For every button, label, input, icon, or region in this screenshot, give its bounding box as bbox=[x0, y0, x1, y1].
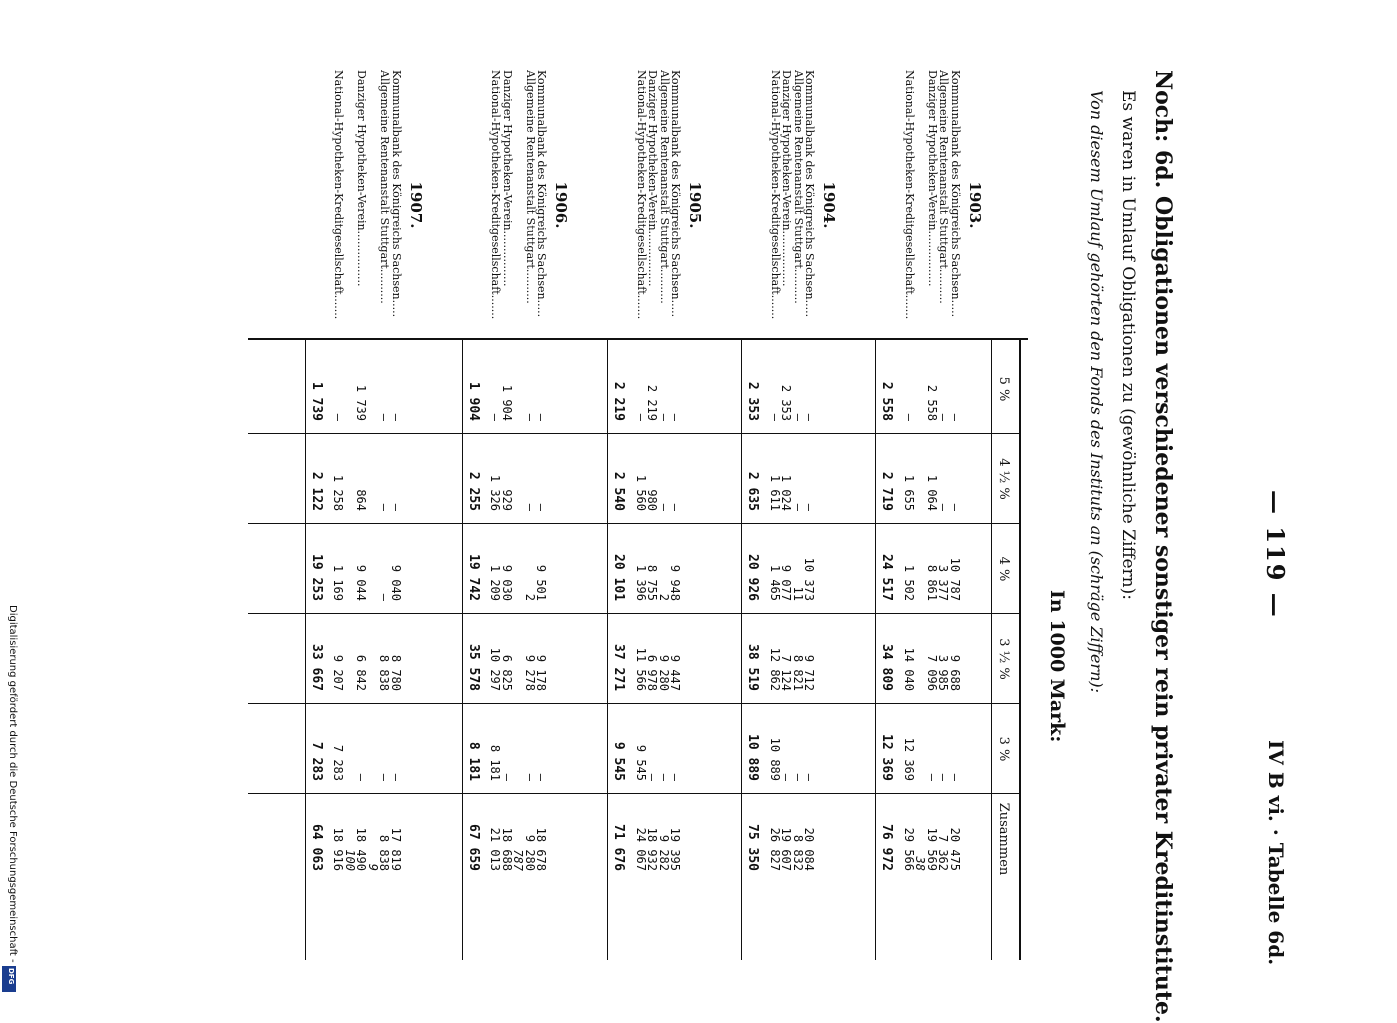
table-cell: 9 545 bbox=[634, 744, 648, 781]
institute-label: National-Hypotheken-Kreditgesellschaft....... bbox=[635, 70, 648, 320]
table-cell: 7 283 bbox=[331, 744, 346, 781]
table-cell: — bbox=[936, 503, 951, 511]
table-cell: 9 447 bbox=[668, 654, 683, 691]
institute-label: Danziger Hypotheken-Verein................ bbox=[501, 70, 514, 287]
sum-cell: 33 667 bbox=[309, 644, 324, 691]
institute-label: Kommunalbank des Königreichs Sachsen..... bbox=[390, 70, 403, 318]
sum-cell: 1 739 bbox=[309, 381, 324, 421]
table-cell: 19 607 bbox=[779, 827, 794, 871]
table-cell: 3 985 bbox=[936, 654, 951, 691]
table-cell: — bbox=[331, 413, 346, 421]
table-cell: — bbox=[657, 773, 671, 781]
table-cell: — bbox=[389, 503, 403, 511]
year-heading: 1907. bbox=[407, 181, 425, 229]
table-cell: — bbox=[779, 773, 794, 781]
table-cell: — bbox=[500, 773, 514, 781]
table-cell: 1 904 bbox=[500, 384, 514, 421]
table-cell: — bbox=[902, 413, 916, 421]
table-cell: 8 755 bbox=[645, 564, 660, 601]
table-cell: 9 688 bbox=[948, 654, 962, 691]
table-cell: 9 077 bbox=[779, 564, 794, 601]
table-cell: 1 502 bbox=[902, 564, 916, 601]
institute-label: National-Hypotheken-Kreditgesellschaft....... bbox=[489, 70, 503, 320]
table-cell: 2 558 bbox=[925, 384, 939, 421]
institute-label: Kommunalbank des Königreichs Sachsen..... bbox=[949, 70, 962, 318]
table-cell: 8 780 bbox=[389, 654, 403, 691]
column-rule bbox=[248, 433, 1020, 434]
table-cell: 9 278 bbox=[523, 654, 537, 691]
unit-label: In 1000 Mark: bbox=[1046, 590, 1068, 743]
sum-cell: 10 889 bbox=[745, 734, 761, 781]
sum-cell: 76 972 bbox=[879, 824, 895, 871]
year-heading: 1906. bbox=[552, 181, 571, 229]
column-header: 3 % bbox=[996, 736, 1011, 762]
year-heading: 1904. bbox=[820, 181, 839, 229]
table-cell: 1 396 bbox=[634, 564, 648, 601]
table-cell: — bbox=[802, 773, 817, 781]
table-cell: 8 181 bbox=[488, 744, 503, 781]
table-cell: 18 916 bbox=[331, 827, 346, 871]
table-cell: — bbox=[377, 773, 392, 781]
table-cell: 6 825 bbox=[500, 654, 514, 691]
table-cell: — bbox=[768, 413, 782, 421]
table-cell: — bbox=[948, 413, 962, 421]
table-cell: 9 282 bbox=[657, 834, 671, 871]
table-cell: 9 712 bbox=[802, 654, 817, 691]
fund-holding-value: 100 bbox=[343, 849, 357, 871]
year-separator bbox=[305, 340, 306, 960]
sum-cell: 20 926 bbox=[745, 554, 761, 601]
footer-credit bbox=[0, 605, 22, 1000]
sum-cell: 2 540 bbox=[611, 471, 627, 511]
dfg-logo: DFG bbox=[2, 966, 16, 992]
table-cell: — bbox=[389, 413, 403, 421]
table-cell: 18 678 bbox=[534, 827, 549, 871]
institute-label: Allgemeine Rentenanstalt Stuttgart.......... bbox=[524, 70, 537, 304]
table-cell: 8 832 bbox=[791, 834, 805, 871]
institute-label: Kommunalbank des Königreichs Sachsen..... bbox=[803, 70, 817, 318]
table-cell: 9 280 bbox=[657, 654, 671, 691]
table-cell: — bbox=[488, 413, 503, 421]
table-cell: 2 bbox=[657, 593, 671, 601]
table-cell: 1 258 bbox=[331, 474, 346, 511]
table-cell: — bbox=[657, 503, 671, 511]
sum-cell: 38 519 bbox=[745, 644, 761, 691]
table-cell: 11 bbox=[791, 586, 805, 601]
table-cell: — bbox=[389, 773, 403, 781]
table-cell: 1 326 bbox=[488, 474, 503, 511]
sum-cell: 35 578 bbox=[466, 644, 481, 691]
table-cell: — bbox=[523, 773, 537, 781]
column-header: 5 % bbox=[996, 376, 1011, 402]
sum-cell: 12 369 bbox=[879, 734, 895, 781]
sum-cell: 9 545 bbox=[611, 741, 627, 781]
table-cell: 1 209 bbox=[488, 564, 503, 601]
table-cell: 19 569 bbox=[925, 827, 939, 871]
column-rule bbox=[248, 613, 1020, 614]
table-cell: 10 889 bbox=[768, 737, 782, 781]
sum-cell: 2 635 bbox=[745, 471, 761, 511]
table-cell: — bbox=[668, 503, 683, 511]
table-cell: 1 169 bbox=[331, 564, 346, 601]
table-cell: — bbox=[634, 413, 648, 421]
table-cell: 14 040 bbox=[902, 647, 916, 691]
table-cell: 12 862 bbox=[768, 647, 782, 691]
column-header: Zusammen bbox=[996, 802, 1011, 876]
table-cell: — bbox=[354, 773, 369, 781]
table-cell: 9 178 bbox=[534, 654, 549, 691]
institute-label: National-Hypotheken-Kreditgesellschaft....... bbox=[332, 70, 346, 320]
year-separator bbox=[462, 340, 463, 960]
year-separator bbox=[742, 340, 743, 960]
column-rule bbox=[248, 703, 1020, 704]
table-cell: — bbox=[645, 773, 660, 781]
table-cell: 3 377 bbox=[936, 564, 951, 601]
fund-holding-value: 787 bbox=[511, 849, 526, 871]
table-cell: 1 739 bbox=[354, 384, 369, 421]
column-header: 3 ½ % bbox=[996, 638, 1011, 680]
institute-label: Danziger Hypotheken-Verein................ bbox=[646, 70, 660, 287]
institute-label: National-Hypotheken-Kreditgesellschaft....... bbox=[769, 70, 782, 320]
table-cell: 8 861 bbox=[925, 564, 939, 601]
institute-label: Allgemeine Rentenanstalt Stuttgart.......... bbox=[658, 70, 671, 304]
column-header: 4 % bbox=[996, 556, 1011, 582]
table-cell: — bbox=[791, 413, 805, 421]
table-cell: 18 490 bbox=[354, 827, 369, 871]
table-cell: 2 219 bbox=[645, 384, 660, 421]
table-cell: 6 842 bbox=[354, 654, 369, 691]
sum-cell: 75 350 bbox=[745, 824, 761, 871]
column-header: 4 ½ % bbox=[996, 458, 1011, 500]
table-title: Noch: 6d. Obligationen verschiedener sonstiger rein privater Kreditinstitute. bbox=[1150, 70, 1176, 1023]
institute-label: Danziger Hypotheken-Verein................ bbox=[926, 70, 939, 287]
table-cell: 20 475 bbox=[948, 827, 962, 871]
sum-cell: 8 181 bbox=[466, 741, 481, 781]
table-cell: 8 838 bbox=[377, 654, 392, 691]
table-cell: 29 566 bbox=[902, 827, 916, 871]
year-heading: 1905. bbox=[686, 181, 705, 229]
sum-cell: 34 809 bbox=[879, 644, 895, 691]
table-cell: 11 566 bbox=[634, 647, 648, 691]
table-cell: — bbox=[925, 773, 939, 781]
table-cell: 18 688 bbox=[500, 827, 514, 871]
sum-cell: 2 353 bbox=[745, 381, 761, 421]
sum-cell: 19 253 bbox=[309, 554, 324, 601]
year-separator bbox=[876, 340, 877, 960]
table-cell: 10 297 bbox=[488, 647, 503, 691]
institute-label: National-Hypotheken-Kreditgesellschaft....... bbox=[903, 70, 916, 320]
table-cell: 9 030 bbox=[500, 564, 514, 601]
table-cell: 1 611 bbox=[768, 474, 782, 511]
table-cell: — bbox=[534, 503, 549, 511]
subtitle-circulation: Es waren in Umlauf Obligationen zu (gewöhnliche Ziffern): bbox=[1118, 90, 1138, 600]
table-cell: 21 013 bbox=[488, 827, 503, 871]
sum-cell: 19 742 bbox=[466, 554, 481, 601]
sum-cell: 2 219 bbox=[611, 381, 627, 421]
institute-label: Danziger Hypotheken-Verein................ bbox=[355, 70, 369, 287]
table-cell: — bbox=[377, 413, 392, 421]
institute-label: Allgemeine Rentenanstalt Stuttgart.......... bbox=[378, 70, 392, 304]
institute-label: Kommunalbank des Königreichs Sachsen..... bbox=[535, 70, 549, 318]
page-number: — 119 — bbox=[1261, 490, 1290, 619]
table-cell: — bbox=[802, 413, 817, 421]
table-cell: — bbox=[534, 773, 549, 781]
table-cell: 980 bbox=[645, 489, 660, 511]
table-cell: 6 978 bbox=[645, 654, 660, 691]
table-cell: — bbox=[936, 773, 951, 781]
table-cell: 929 bbox=[500, 489, 514, 511]
sum-cell: 67 659 bbox=[466, 824, 481, 871]
table-cell: 10 787 bbox=[948, 557, 962, 601]
sum-cell: 71 676 bbox=[611, 824, 627, 871]
institute-label: Danziger Hypotheken-Verein................ bbox=[780, 70, 794, 287]
table-cell: 2 bbox=[523, 593, 537, 601]
sum-cell: 37 271 bbox=[611, 644, 627, 691]
table-cell: 2 353 bbox=[779, 384, 794, 421]
table-cell: — bbox=[523, 413, 537, 421]
column-rule bbox=[248, 793, 1020, 794]
table-cell: 17 819 bbox=[389, 827, 403, 871]
year-heading: 1903. bbox=[966, 181, 984, 229]
table-cell: 7 096 bbox=[925, 654, 939, 691]
table-cell: — bbox=[668, 413, 683, 421]
table-cell: 1 064 bbox=[925, 474, 939, 511]
table-cell: — bbox=[523, 503, 537, 511]
table-cell: 9 044 bbox=[354, 564, 369, 601]
table-cell: — bbox=[657, 413, 671, 421]
table-cell: 12 369 bbox=[902, 737, 916, 781]
table-cell: 7 124 bbox=[779, 654, 794, 691]
sum-cell: 24 517 bbox=[879, 554, 895, 601]
table-cell: 1 560 bbox=[634, 474, 648, 511]
table-cell: 9 501 bbox=[534, 564, 549, 601]
table-cell: 1 655 bbox=[902, 474, 916, 511]
institute-label: Kommunalbank des Königreichs Sachsen..... bbox=[669, 70, 683, 318]
table-cell: — bbox=[802, 503, 817, 511]
table-cell: — bbox=[377, 593, 392, 601]
table-cell: 9 040 bbox=[389, 564, 403, 601]
sum-cell: 2 255 bbox=[466, 471, 481, 511]
table-cell: 18 932 bbox=[645, 827, 660, 871]
sum-cell: 2 558 bbox=[879, 381, 895, 421]
table-cell: — bbox=[534, 413, 549, 421]
table-cell: 8 821 bbox=[791, 654, 805, 691]
footer-credit-text: Digitalisierung gefördert durch die Deutsche Forschungsgemeinschaft - bbox=[7, 605, 18, 963]
sum-cell: 2 719 bbox=[879, 471, 895, 511]
sum-cell: 1 904 bbox=[466, 381, 481, 421]
table-cell: 1 465 bbox=[768, 564, 782, 601]
table-cell: 9 207 bbox=[331, 654, 346, 691]
table-cell: 20 084 bbox=[802, 827, 817, 871]
table-cell: — bbox=[936, 413, 951, 421]
table-cell: — bbox=[377, 503, 392, 511]
table-cell: — bbox=[791, 503, 805, 511]
table-cell: 1 024 bbox=[779, 474, 794, 511]
sum-cell: 20 101 bbox=[611, 554, 627, 601]
table-cell: 9 948 bbox=[668, 564, 683, 601]
year-separator bbox=[608, 340, 609, 960]
institute-label: Allgemeine Rentenanstalt Stuttgart.......... bbox=[937, 70, 951, 304]
column-rule bbox=[248, 523, 1020, 524]
table-cell: 864 bbox=[354, 489, 369, 511]
subtitle-fund-holdings: Von diesem Umlauf gehörten den Fonds des Instituts an (schräge Ziffern): bbox=[1087, 90, 1106, 693]
table-cell: 19 395 bbox=[668, 827, 683, 871]
table-cell: — bbox=[948, 773, 962, 781]
table-cell: 10 373 bbox=[802, 557, 817, 601]
table-left-rule bbox=[248, 338, 1028, 340]
table-cell: 9 280 bbox=[523, 834, 537, 871]
table-cell: 26 827 bbox=[768, 827, 782, 871]
table-cell: 7 362 bbox=[936, 834, 951, 871]
sum-cell: 7 283 bbox=[309, 741, 324, 781]
table-cell: 24 067 bbox=[634, 827, 648, 871]
fund-holding-value: 38 bbox=[913, 856, 928, 871]
sum-cell: 2 122 bbox=[309, 471, 324, 511]
table-cell: — bbox=[791, 773, 805, 781]
table-cell: — bbox=[668, 773, 683, 781]
rotated-table-page bbox=[208, 70, 1290, 1023]
fund-holding-value: 9 bbox=[366, 863, 380, 871]
table-cell: — bbox=[948, 503, 962, 511]
sum-cell: 64 063 bbox=[309, 824, 324, 871]
institute-label: Allgemeine Rentenanstalt Stuttgart.......... bbox=[792, 70, 805, 304]
table-reference: IV B vi. · Tabelle 6d. bbox=[1264, 740, 1288, 966]
table-cell: 8 838 bbox=[377, 834, 392, 871]
